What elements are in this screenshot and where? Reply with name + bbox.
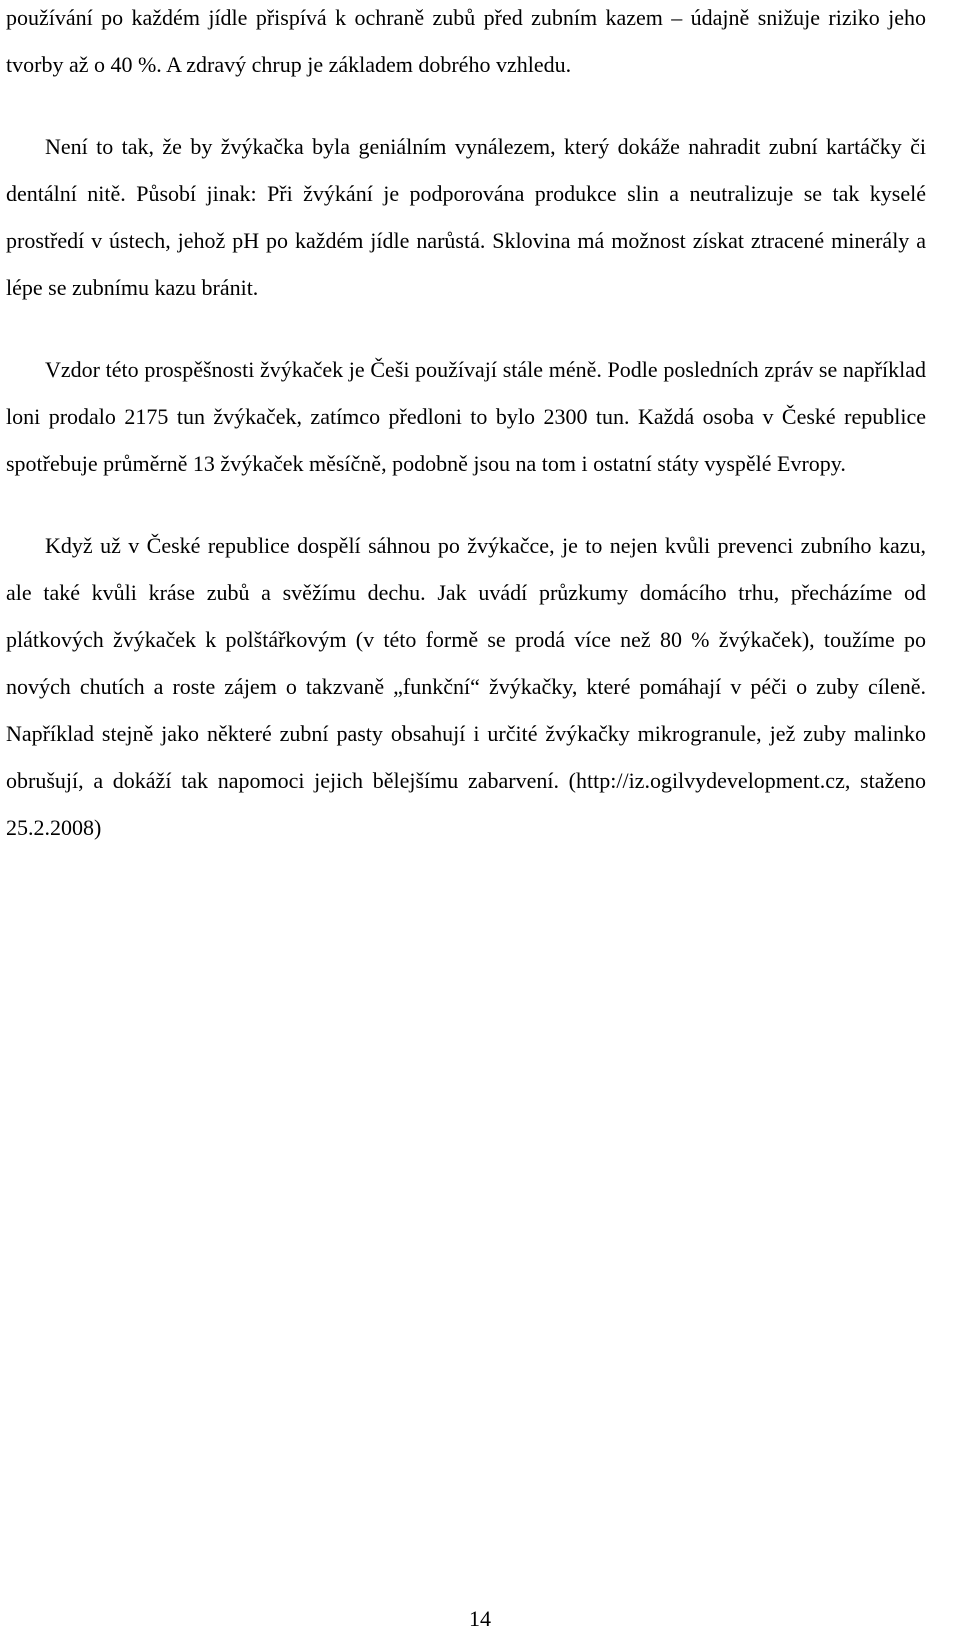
paragraph-2: Není to tak, že by žvýkačka byla geniálním vynálezem, který dokáže nahradit zubní kartáčky či dentální nitě. Působí jinak: Při žvýkání je podporována produkce slin a neutralizuje se tak kyselé prostředí v ústech, jehož pH po každém jídle narůstá. Sklovina má možnost získat ztracené minerály a lépe se zubnímu kazu bránit. [6, 134, 926, 300]
paragraph-4: Když už v České republice dospělí sáhnou po žvýkačce, je to nejen kvůli prevenci zubního kazu, ale také kvůli kráse zubů a svěžímu dechu. Jak uvádí průzkumy domácího trhu, přecházíme od plátkových žvýkaček k polštářkovým (v této formě se prodá více než 80 % žvýkaček), toužíme po nových chutích a roste zájem o takzvaně „funkční“ žvýkačky, které pomáhají v péči o zuby cíleně. Například stejně jako některé zubní pasty obsahují i určité žvýkačky mikrogranule, jež zuby malinko obrušují, a dokáží tak napomoci jejich bělejšímu zabarvení. (http://iz.ogilvydevelopment.cz, staženo 25.2.2008) [6, 533, 926, 840]
paragraph-1: používání po každém jídle přispívá k ochraně zubů před zubním kazem – údajně snižuje riziko jeho tvorby až o 40 %. A zdravý chrup je základem dobrého vzhledu. [6, 5, 926, 77]
page-number: 14 [469, 1606, 491, 1631]
page-content [6, 0, 926, 851]
paragraph-3: Vzdor této prospěšnosti žvýkaček je Češi používají stále méně. Podle posledních zpráv se například loni prodalo 2175 tun žvýkaček, zatímco předloni to bylo 2300 tun. Každá osoba v České republice spotřebuje průměrně 13 žvýkaček měsíčně, podobně jsou na tom i ostatní státy vyspělé Evropy. [6, 357, 926, 476]
